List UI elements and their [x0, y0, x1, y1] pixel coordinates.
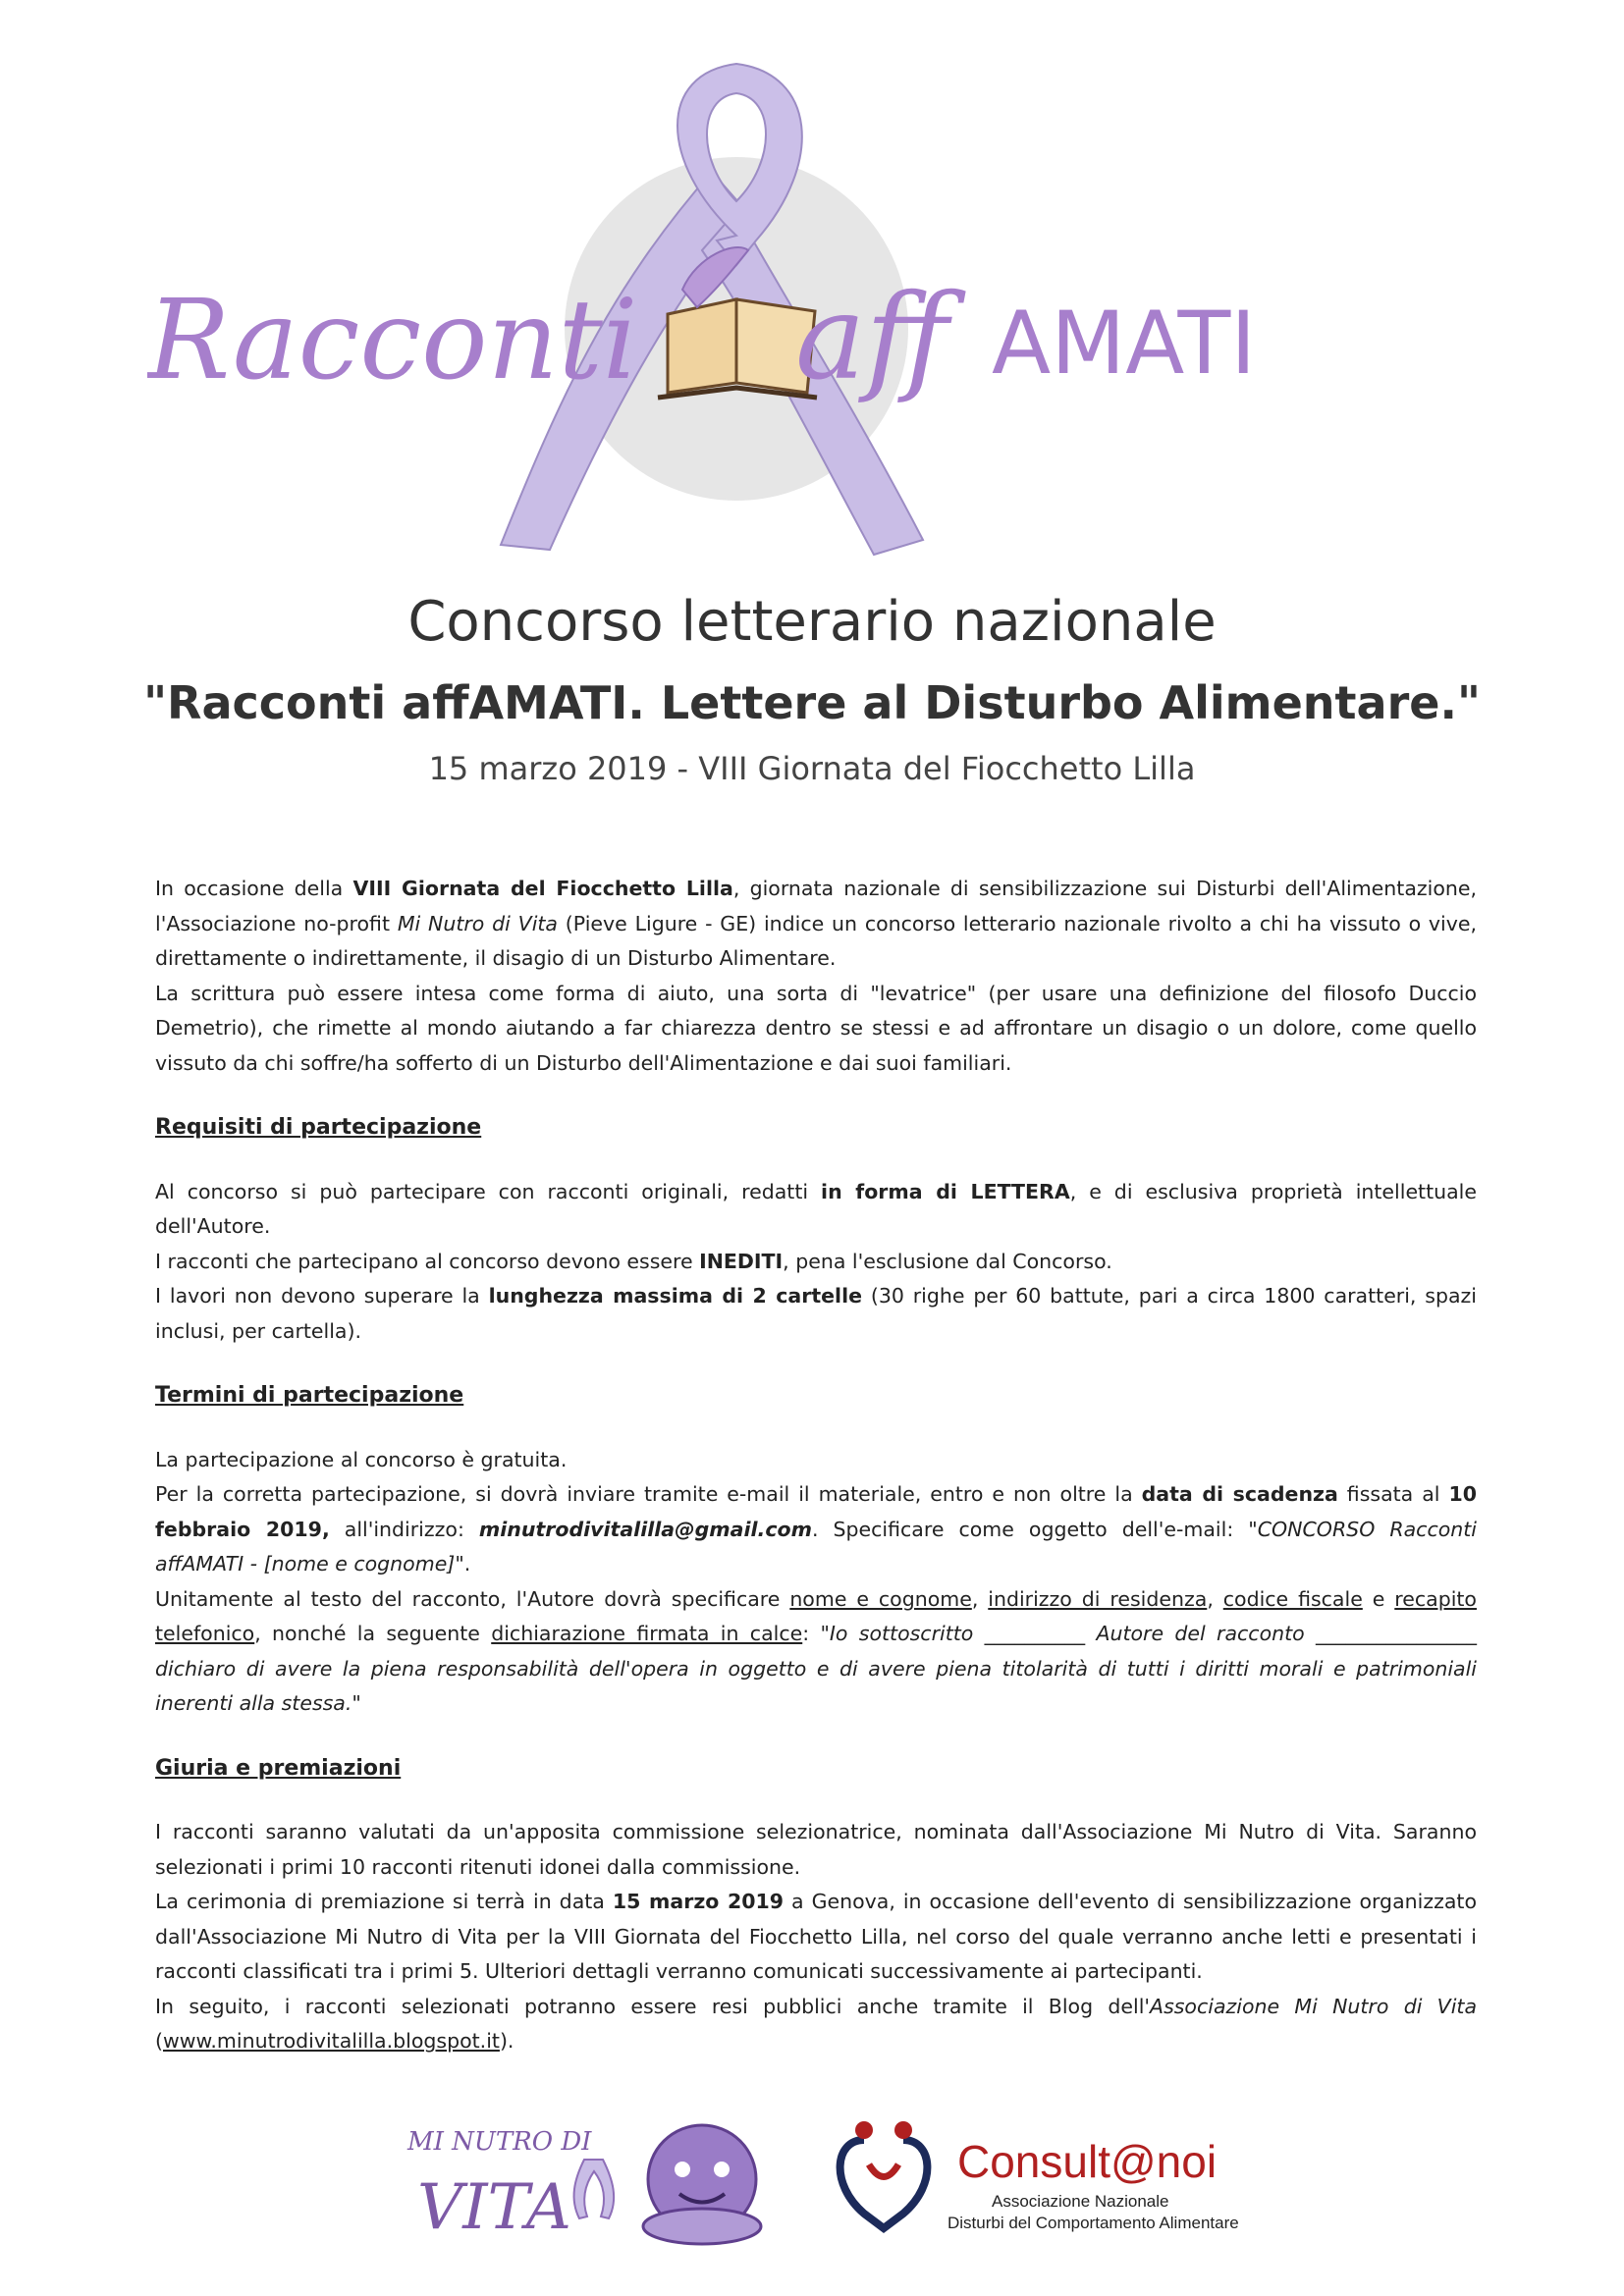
- ribbon-logo-graphic: [147, 54, 1424, 564]
- logo-word-amati: AMATI: [992, 293, 1257, 394]
- date-line: 15 marzo 2019 - VIII Giornata del Fiocchetto Lilla: [428, 750, 1196, 788]
- heart-hands-icon: [840, 2140, 928, 2228]
- requisiti-paragraph-1: Al concorso si può partecipare con racconti originali, redatti in forma di LETTERA, e di esclusiva proprietà intellettuale dell'Autore.: [155, 1179, 1477, 1238]
- title-block: [0, 589, 1624, 788]
- requisiti-paragraph-3: I lavori non devono superare la lunghezza massima di 2 cartelle (30 righe per 60 battute, pari a circa 1800 caratteri, spazi inclusi, per cartella).: [155, 1284, 1477, 1343]
- page-title: Concorso letterario nazionale: [407, 590, 1217, 654]
- termini-paragraph-3: Unitamente al testo del racconto, l'Autore dovrà specificare nome e cognome, indirizzo di residenza, codice fiscale e recapito telefonico, nonché la seguente dichiarazione firmata in calce: "Io sottoscritto __________ Autore del racconto ________________ dichiaro di avere la piena responsabilità dell'opera in oggetto e di avere piena titolarità di tutti i diritti morali e patrimoniali inerenti alla stessa.": [155, 1586, 1478, 1715]
- document-body: [155, 872, 1477, 2059]
- requisiti-paragraph-2: I racconti che partecipano al concorso devono essere INEDITI, pena l'esclusione dal Concorso.: [155, 1249, 1112, 1273]
- logo-word-aff: aff: [795, 270, 949, 406]
- blog-link[interactable]: www.minutrodivitalilla.blogspot.it: [163, 2029, 500, 2053]
- consult-at-noi-logo: [840, 2121, 1239, 2232]
- termini-paragraph-1: La partecipazione al concorso è gratuita.: [155, 1447, 568, 1471]
- small-ribbon-icon: [574, 2160, 615, 2218]
- consult-logo-sub1: Associazione Nazionale: [992, 2192, 1169, 2211]
- intro-paragraph-2: La scrittura può essere intesa come forma di aiuto, una sorta di "levatrice" (per usare una definizione del filosofo Duccio Demetrio), che rimette al mondo aiutando a far chiarezza dentro se stessi e ad affrontare un disagio o un dolore, come quello vissuto da chi soffre/ha sofferto di un Disturbo dell'Alimentazione e dai suoi familiari.: [155, 981, 1477, 1075]
- mi-nutro-di-vita-logo: [406, 2125, 761, 2244]
- contact-email[interactable]: minutrodivitalilla@gmail.com: [478, 1517, 812, 1541]
- footer-logos: [403, 2101, 1247, 2258]
- giuria-paragraph-3: In seguito, i racconti selezionati potranno essere resi pubblici anche tramite il Blog dell'Associazione Mi Nutro di Vita (www.minutrodivitalilla.blogspot.it).: [155, 1994, 1478, 2053]
- purple-mascot-icon: [643, 2125, 761, 2244]
- mnv-logo-line2: VITA: [417, 2171, 571, 2244]
- page-subtitle: "Racconti affAMATI. Lettere al Disturbo Alimentare.": [143, 676, 1481, 730]
- termini-paragraph-2: Per la corretta partecipazione, si dovrà inviare tramite e-mail il materiale, entro e non oltre la data di scadenza fissata al 10 febbraio 2019, all'indirizzo: minutrodivitalilla@gmail.com. Specificare come oggetto dell'e-mail: "CONCORSO Racconti affAMATI - [nome e cognome]".: [155, 1482, 1477, 1575]
- open-book-icon: [658, 299, 817, 398]
- logo-word-racconti: Racconti: [147, 277, 638, 404]
- consult-logo-sub2: Disturbi del Comportamento Alimentare: [947, 2214, 1239, 2232]
- mnv-logo-line1: MI NUTRO DI: [407, 2127, 592, 2157]
- racconti-affamati-logo: [147, 54, 1424, 564]
- giuria-paragraph-2: La cerimonia di premiazione si terrà in data 15 marzo 2019 a Genova, in occasione dell'evento di sensibilizzazione organizzato dall'Associazione Mi Nutro di Vita per la VIII Giornata del Fiocchetto Lilla, nel corso del quale verranno anche letti e presentati i racconti classificati tra i primi 5. Ulteriori dettagli verranno comunicati successivamente ai partecipanti.: [155, 1890, 1477, 1983]
- giuria-paragraph-1: I racconti saranno valutati da un'apposita commissione selezionatrice, nominata dall'Associazione Mi Nutro di Vita. Saranno selezionati i primi 10 racconti ritenuti idonei dalla commissione.: [155, 1820, 1477, 1879]
- section-heading-termini: Termini di partecipazione: [155, 1383, 464, 1408]
- footer-logos-graphic: [403, 2101, 1247, 2258]
- section-heading-giuria: Giuria e premiazioni: [155, 1755, 402, 1781]
- consult-logo-name: Consult@noi: [957, 2136, 1218, 2187]
- intro-paragraph-1: In occasione della VIII Giornata del Fiocchetto Lilla, giornata nazionale di sensibilizzazione sui Disturbi dell'Alimentazione, l'Associazione no-profit Mi Nutro di Vita (Pieve Ligure - GE) indice un concorso letterario nazionale rivolto a chi ha vissuto o vive, direttamente o indirettamente, il disagio di un Disturbo Alimentare.: [155, 877, 1478, 970]
- section-heading-requisiti: Requisiti di partecipazione: [155, 1115, 482, 1140]
